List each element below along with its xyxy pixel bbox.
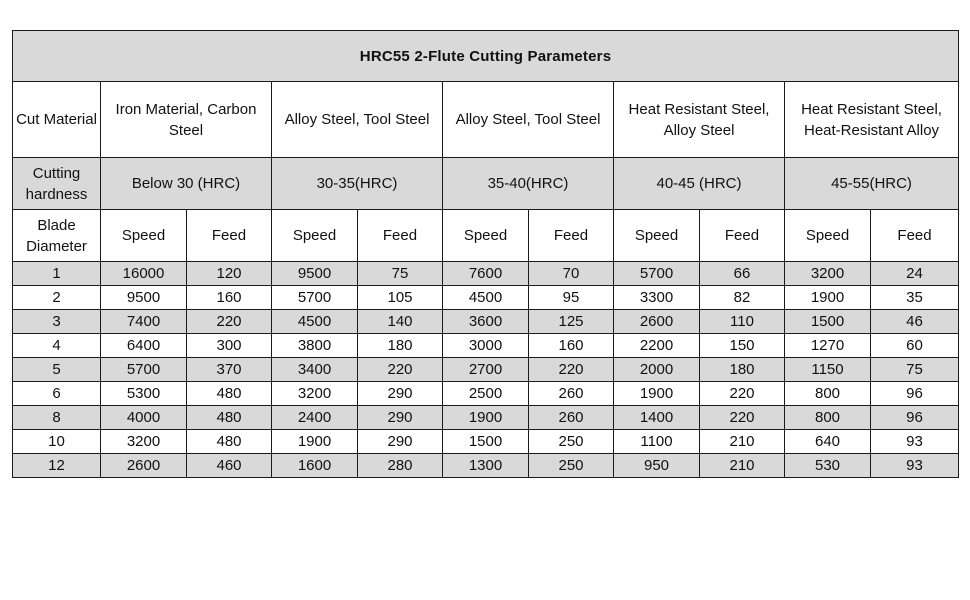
speed-cell: 7400	[101, 310, 187, 334]
speed-cell: 7600	[443, 262, 529, 286]
speed-cell: 2500	[443, 382, 529, 406]
feed-cell: 300	[187, 334, 272, 358]
feed-cell: 125	[529, 310, 614, 334]
feed-cell: 220	[358, 358, 443, 382]
material-name: Heat Resistant Steel, Heat-Resistant Alloy	[785, 82, 959, 158]
speed-cell: 4000	[101, 406, 187, 430]
speed-header: Speed	[443, 210, 529, 262]
speed-cell: 6400	[101, 334, 187, 358]
table-row	[13, 286, 959, 310]
table-row	[13, 262, 959, 286]
speed-cell: 950	[614, 454, 700, 478]
speed-header: Speed	[614, 210, 700, 262]
cutting-hardness-label: Cutting hardness	[13, 158, 101, 210]
table-row	[13, 382, 959, 406]
feed-cell: 210	[700, 430, 785, 454]
blade-diameter-cell: 10	[13, 430, 101, 454]
speed-cell: 5700	[101, 358, 187, 382]
speed-header: Speed	[785, 210, 871, 262]
feed-cell: 105	[358, 286, 443, 310]
table-row	[13, 310, 959, 334]
feed-cell: 110	[700, 310, 785, 334]
speed-cell: 1100	[614, 430, 700, 454]
blade-diameter-cell: 2	[13, 286, 101, 310]
feed-cell: 93	[871, 430, 959, 454]
speed-cell: 3300	[614, 286, 700, 310]
feed-cell: 160	[187, 286, 272, 310]
feed-cell: 460	[187, 454, 272, 478]
blade-diameter-cell: 3	[13, 310, 101, 334]
hardness-value: Below 30 (HRC)	[101, 158, 272, 210]
feed-cell: 82	[700, 286, 785, 310]
feed-cell: 250	[529, 454, 614, 478]
speed-cell: 800	[785, 382, 871, 406]
speed-cell: 640	[785, 430, 871, 454]
speed-cell: 3200	[785, 262, 871, 286]
speed-cell: 2700	[443, 358, 529, 382]
material-name: Alloy Steel, Tool Steel	[272, 82, 443, 158]
feed-header: Feed	[358, 210, 443, 262]
feed-cell: 24	[871, 262, 959, 286]
table-title: HRC55 2-Flute Cutting Parameters	[13, 31, 959, 82]
feed-cell: 180	[358, 334, 443, 358]
speed-cell: 5300	[101, 382, 187, 406]
hardness-value: 30-35(HRC)	[272, 158, 443, 210]
speed-cell: 3600	[443, 310, 529, 334]
speed-cell: 2000	[614, 358, 700, 382]
hardness-value: 40-45 (HRC)	[614, 158, 785, 210]
speed-cell: 2200	[614, 334, 700, 358]
column-labels-row	[13, 210, 959, 262]
hardness-row	[13, 158, 959, 210]
feed-cell: 140	[358, 310, 443, 334]
speed-cell: 1300	[443, 454, 529, 478]
feed-cell: 180	[700, 358, 785, 382]
feed-cell: 220	[187, 310, 272, 334]
feed-cell: 96	[871, 382, 959, 406]
cut-material-label: Cut Material	[13, 82, 101, 158]
feed-cell: 290	[358, 430, 443, 454]
feed-cell: 480	[187, 382, 272, 406]
speed-cell: 1150	[785, 358, 871, 382]
blade-diameter-cell: 12	[13, 454, 101, 478]
speed-cell: 1270	[785, 334, 871, 358]
speed-cell: 9500	[101, 286, 187, 310]
feed-cell: 93	[871, 454, 959, 478]
speed-header: Speed	[101, 210, 187, 262]
speed-cell: 1400	[614, 406, 700, 430]
material-row	[13, 82, 959, 158]
speed-cell: 3400	[272, 358, 358, 382]
speed-cell: 3800	[272, 334, 358, 358]
feed-cell: 160	[529, 334, 614, 358]
table-row	[13, 454, 959, 478]
title-row	[13, 31, 959, 82]
feed-cell: 220	[700, 382, 785, 406]
blade-diameter-cell: 4	[13, 334, 101, 358]
speed-cell: 4500	[443, 286, 529, 310]
feed-cell: 96	[871, 406, 959, 430]
feed-cell: 46	[871, 310, 959, 334]
feed-cell: 120	[187, 262, 272, 286]
speed-cell: 1900	[272, 430, 358, 454]
feed-cell: 150	[700, 334, 785, 358]
material-name: Alloy Steel, Tool Steel	[443, 82, 614, 158]
blade-diameter-cell: 6	[13, 382, 101, 406]
speed-cell: 5700	[614, 262, 700, 286]
feed-cell: 290	[358, 382, 443, 406]
speed-cell: 4500	[272, 310, 358, 334]
speed-cell: 530	[785, 454, 871, 478]
speed-cell: 1900	[785, 286, 871, 310]
feed-cell: 480	[187, 406, 272, 430]
table-row	[13, 430, 959, 454]
hardness-value: 35-40(HRC)	[443, 158, 614, 210]
table-row	[13, 406, 959, 430]
feed-cell: 35	[871, 286, 959, 310]
hardness-value: 45-55(HRC)	[785, 158, 959, 210]
speed-cell: 1900	[614, 382, 700, 406]
speed-cell: 3200	[272, 382, 358, 406]
speed-cell: 1500	[443, 430, 529, 454]
feed-cell: 95	[529, 286, 614, 310]
feed-header: Feed	[871, 210, 959, 262]
feed-cell: 210	[700, 454, 785, 478]
cutting-parameters-table	[12, 30, 959, 478]
feed-cell: 250	[529, 430, 614, 454]
speed-cell: 1600	[272, 454, 358, 478]
feed-cell: 290	[358, 406, 443, 430]
feed-cell: 66	[700, 262, 785, 286]
speed-cell: 2600	[101, 454, 187, 478]
feed-cell: 75	[871, 358, 959, 382]
feed-cell: 75	[358, 262, 443, 286]
feed-cell: 70	[529, 262, 614, 286]
blade-diameter-cell: 5	[13, 358, 101, 382]
blade-diameter-cell: 1	[13, 262, 101, 286]
feed-cell: 260	[529, 382, 614, 406]
feed-header: Feed	[529, 210, 614, 262]
blade-diameter-cell: 8	[13, 406, 101, 430]
feed-cell: 370	[187, 358, 272, 382]
speed-cell: 2400	[272, 406, 358, 430]
speed-cell: 800	[785, 406, 871, 430]
speed-cell: 2600	[614, 310, 700, 334]
speed-cell: 1900	[443, 406, 529, 430]
feed-header: Feed	[187, 210, 272, 262]
feed-cell: 220	[700, 406, 785, 430]
table-row	[13, 358, 959, 382]
table-row	[13, 334, 959, 358]
feed-cell: 60	[871, 334, 959, 358]
feed-cell: 260	[529, 406, 614, 430]
speed-cell: 5700	[272, 286, 358, 310]
material-name: Iron Material, Carbon Steel	[101, 82, 272, 158]
speed-cell: 9500	[272, 262, 358, 286]
speed-cell: 16000	[101, 262, 187, 286]
speed-cell: 3200	[101, 430, 187, 454]
feed-cell: 480	[187, 430, 272, 454]
speed-cell: 3000	[443, 334, 529, 358]
feed-cell: 220	[529, 358, 614, 382]
material-name: Heat Resistant Steel, Alloy Steel	[614, 82, 785, 158]
speed-header: Speed	[272, 210, 358, 262]
speed-cell: 1500	[785, 310, 871, 334]
feed-cell: 280	[358, 454, 443, 478]
blade-diameter-label: Blade Diameter	[13, 210, 101, 262]
feed-header: Feed	[700, 210, 785, 262]
